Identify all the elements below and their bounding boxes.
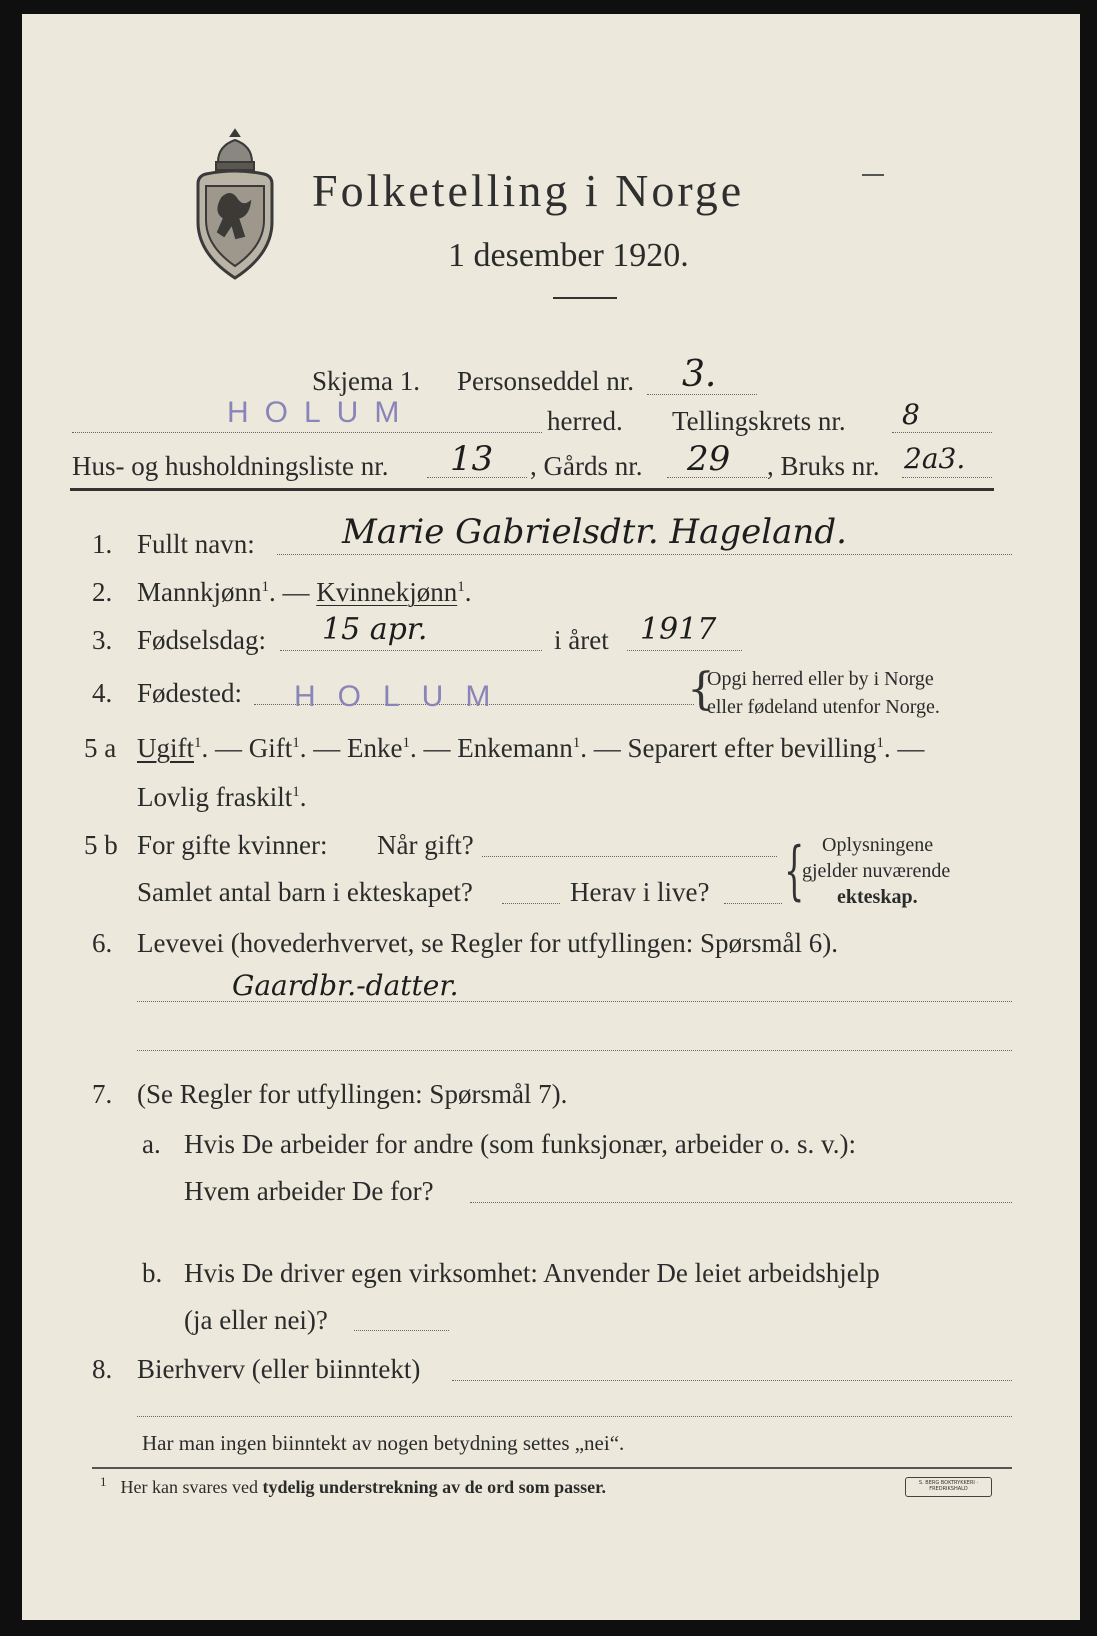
q7-number: 7. bbox=[92, 1079, 113, 1109]
tellingskrets-label: Tellingskrets nr. bbox=[672, 406, 846, 436]
census-form-page bbox=[22, 14, 1080, 1620]
q5a-enkemann: Enkemann bbox=[457, 733, 573, 763]
q6-line2 bbox=[137, 1050, 1012, 1051]
q5b-label1: For gifte kvinner: bbox=[137, 830, 328, 860]
q5a-line2: Lovlig fraskilt$^1$. bbox=[137, 782, 307, 812]
q7b-letter: b. bbox=[142, 1258, 163, 1288]
printer-stamp: S. BERG BOKTRYKKERI · FREDRIKSHALD bbox=[918, 1480, 979, 1492]
q3-year-line bbox=[627, 650, 742, 651]
gards-value: 29 bbox=[687, 439, 731, 479]
q5b-barn-line bbox=[502, 903, 560, 904]
q4-stamp: HOLUM bbox=[294, 680, 513, 713]
q4-number: 4. bbox=[92, 678, 113, 708]
q6-number: 6. bbox=[92, 928, 113, 958]
q6-value: Gaardbr.-datter. bbox=[232, 969, 459, 1002]
title-divider bbox=[553, 297, 617, 299]
liste-value: 13 bbox=[450, 439, 494, 479]
personseddel-label: Personseddel nr. bbox=[457, 366, 634, 396]
q3-line bbox=[280, 650, 542, 651]
q1-label: Fullt navn: bbox=[137, 529, 255, 559]
liste-label: Hus- og husholdningsliste nr. bbox=[72, 451, 389, 481]
q3-number: 3. bbox=[92, 625, 113, 655]
q1-line bbox=[277, 554, 1012, 555]
q1-value: Marie Gabrielsdtr. Hageland. bbox=[342, 512, 847, 552]
bruks-line bbox=[902, 477, 992, 478]
gards-label: , Gårds nr. bbox=[530, 451, 643, 481]
q5b-gift-line bbox=[482, 856, 777, 857]
q8-number: 8. bbox=[92, 1354, 113, 1384]
q7a-line2: Hvem arbeider De for? bbox=[184, 1176, 434, 1206]
footnote-text-a: Her kan svares ved bbox=[120, 1477, 258, 1497]
title-mark bbox=[862, 174, 884, 176]
q4-label: Fødested: bbox=[137, 678, 242, 708]
form-title: Folketelling i Norge bbox=[312, 165, 745, 216]
bruks-label: , Bruks nr. bbox=[767, 451, 880, 481]
q5a-enke: Enke bbox=[347, 733, 403, 763]
q5b-live-line bbox=[724, 903, 782, 904]
q7b-line1: Hvis De driver egen virksomhet: Anvender De leiet arbeidshjelp bbox=[184, 1258, 880, 1288]
q6-label: Levevei (hovederhvervet, se Regler for utfyllingen: Spørsmål 6). bbox=[137, 928, 839, 958]
q5a-fraskilt: Lovlig fraskilt bbox=[137, 782, 293, 812]
header-rule bbox=[70, 488, 994, 491]
q1-number: 1. bbox=[92, 529, 113, 559]
norway-coat-of-arms-icon bbox=[190, 124, 280, 284]
q7b-answer-line bbox=[354, 1330, 449, 1331]
herred-line bbox=[72, 432, 542, 433]
herred-stamp: HOLUM bbox=[227, 396, 416, 429]
q2-dash: — bbox=[282, 577, 310, 607]
herred-label: herred. bbox=[547, 406, 623, 436]
schema-prefix: Skjema 1. bbox=[312, 366, 420, 396]
bruks-value: 2a3. bbox=[904, 442, 966, 475]
q5b-note2: gjelder nuværende bbox=[802, 860, 951, 882]
footnote bbox=[100, 1474, 606, 1498]
q7a-answer-line bbox=[470, 1202, 1012, 1203]
q4-note-line1: Opgi herred eller by i Norge bbox=[707, 668, 934, 690]
q5b-label2: Når gift? bbox=[377, 830, 474, 860]
q2-female: Kvinnekjønn bbox=[316, 577, 458, 607]
q5b-note3: ekteskap. bbox=[837, 886, 918, 908]
q3-label: Fødselsdag: bbox=[137, 625, 267, 655]
q8-line1 bbox=[452, 1380, 1012, 1381]
q5b-brace: { bbox=[784, 834, 805, 908]
q7b-line2: (ja eller nei)? bbox=[184, 1305, 328, 1335]
q2-male: Mannkjønn bbox=[137, 577, 262, 607]
q3-year-label: i året bbox=[554, 625, 609, 655]
q5b-note1: Oplysningene bbox=[822, 834, 934, 856]
q5a-ugift: Ugift bbox=[137, 733, 194, 763]
tellingskrets-line bbox=[892, 432, 992, 433]
q7a-line1: Hvis De arbeider for andre (som funksjonær, arbeider o. s. v.): bbox=[184, 1129, 856, 1159]
q5b-label3: Samlet antal barn i ekteskapet? bbox=[137, 877, 473, 907]
q2-options: Mannkjønn$^1$. — Kvinnekjønn$^1$. bbox=[137, 577, 472, 607]
q5a-separert: Separert efter bevilling bbox=[627, 733, 877, 763]
q2-number: 2. bbox=[92, 577, 113, 607]
biinntekt-note: Har man ingen biinntekt av nogen betydning settes „nei“. bbox=[142, 1431, 625, 1455]
personseddel-number: 3. bbox=[682, 354, 717, 395]
q5b-number: 5 b bbox=[84, 830, 118, 860]
q8-label: Bierhverv (eller biinntekt) bbox=[137, 1354, 421, 1384]
q3-year-value: 1917 bbox=[640, 612, 717, 647]
footnote-text-b: tydelig understrekning av de ord som passer. bbox=[262, 1477, 606, 1497]
q7a-letter: a. bbox=[142, 1129, 161, 1159]
q5b-label4: Herav i live? bbox=[570, 877, 710, 907]
q8-line2 bbox=[137, 1416, 1012, 1417]
footnote-divider bbox=[92, 1467, 1012, 1469]
q5a-number: 5 a bbox=[84, 733, 117, 763]
q5a-options: Ugift$^1$. — Gift$^1$. — Enke$^1$. — Enkemann$^1$. — Separert efter bevilling$^1$. — bbox=[137, 733, 925, 763]
tellingskrets-value: 8 bbox=[902, 398, 920, 431]
q5a-gift: Gift bbox=[248, 733, 293, 763]
footnote-marker: 1 bbox=[100, 1474, 107, 1489]
q4-brace: { bbox=[687, 664, 715, 715]
q7-label: (Se Regler for utfyllingen: Spørsmål 7). bbox=[137, 1079, 568, 1109]
q3-value: 15 apr. bbox=[322, 612, 428, 647]
q4-note-line2: eller fødeland utenfor Norge. bbox=[707, 696, 940, 718]
census-date: 1 desember 1920. bbox=[448, 237, 689, 274]
